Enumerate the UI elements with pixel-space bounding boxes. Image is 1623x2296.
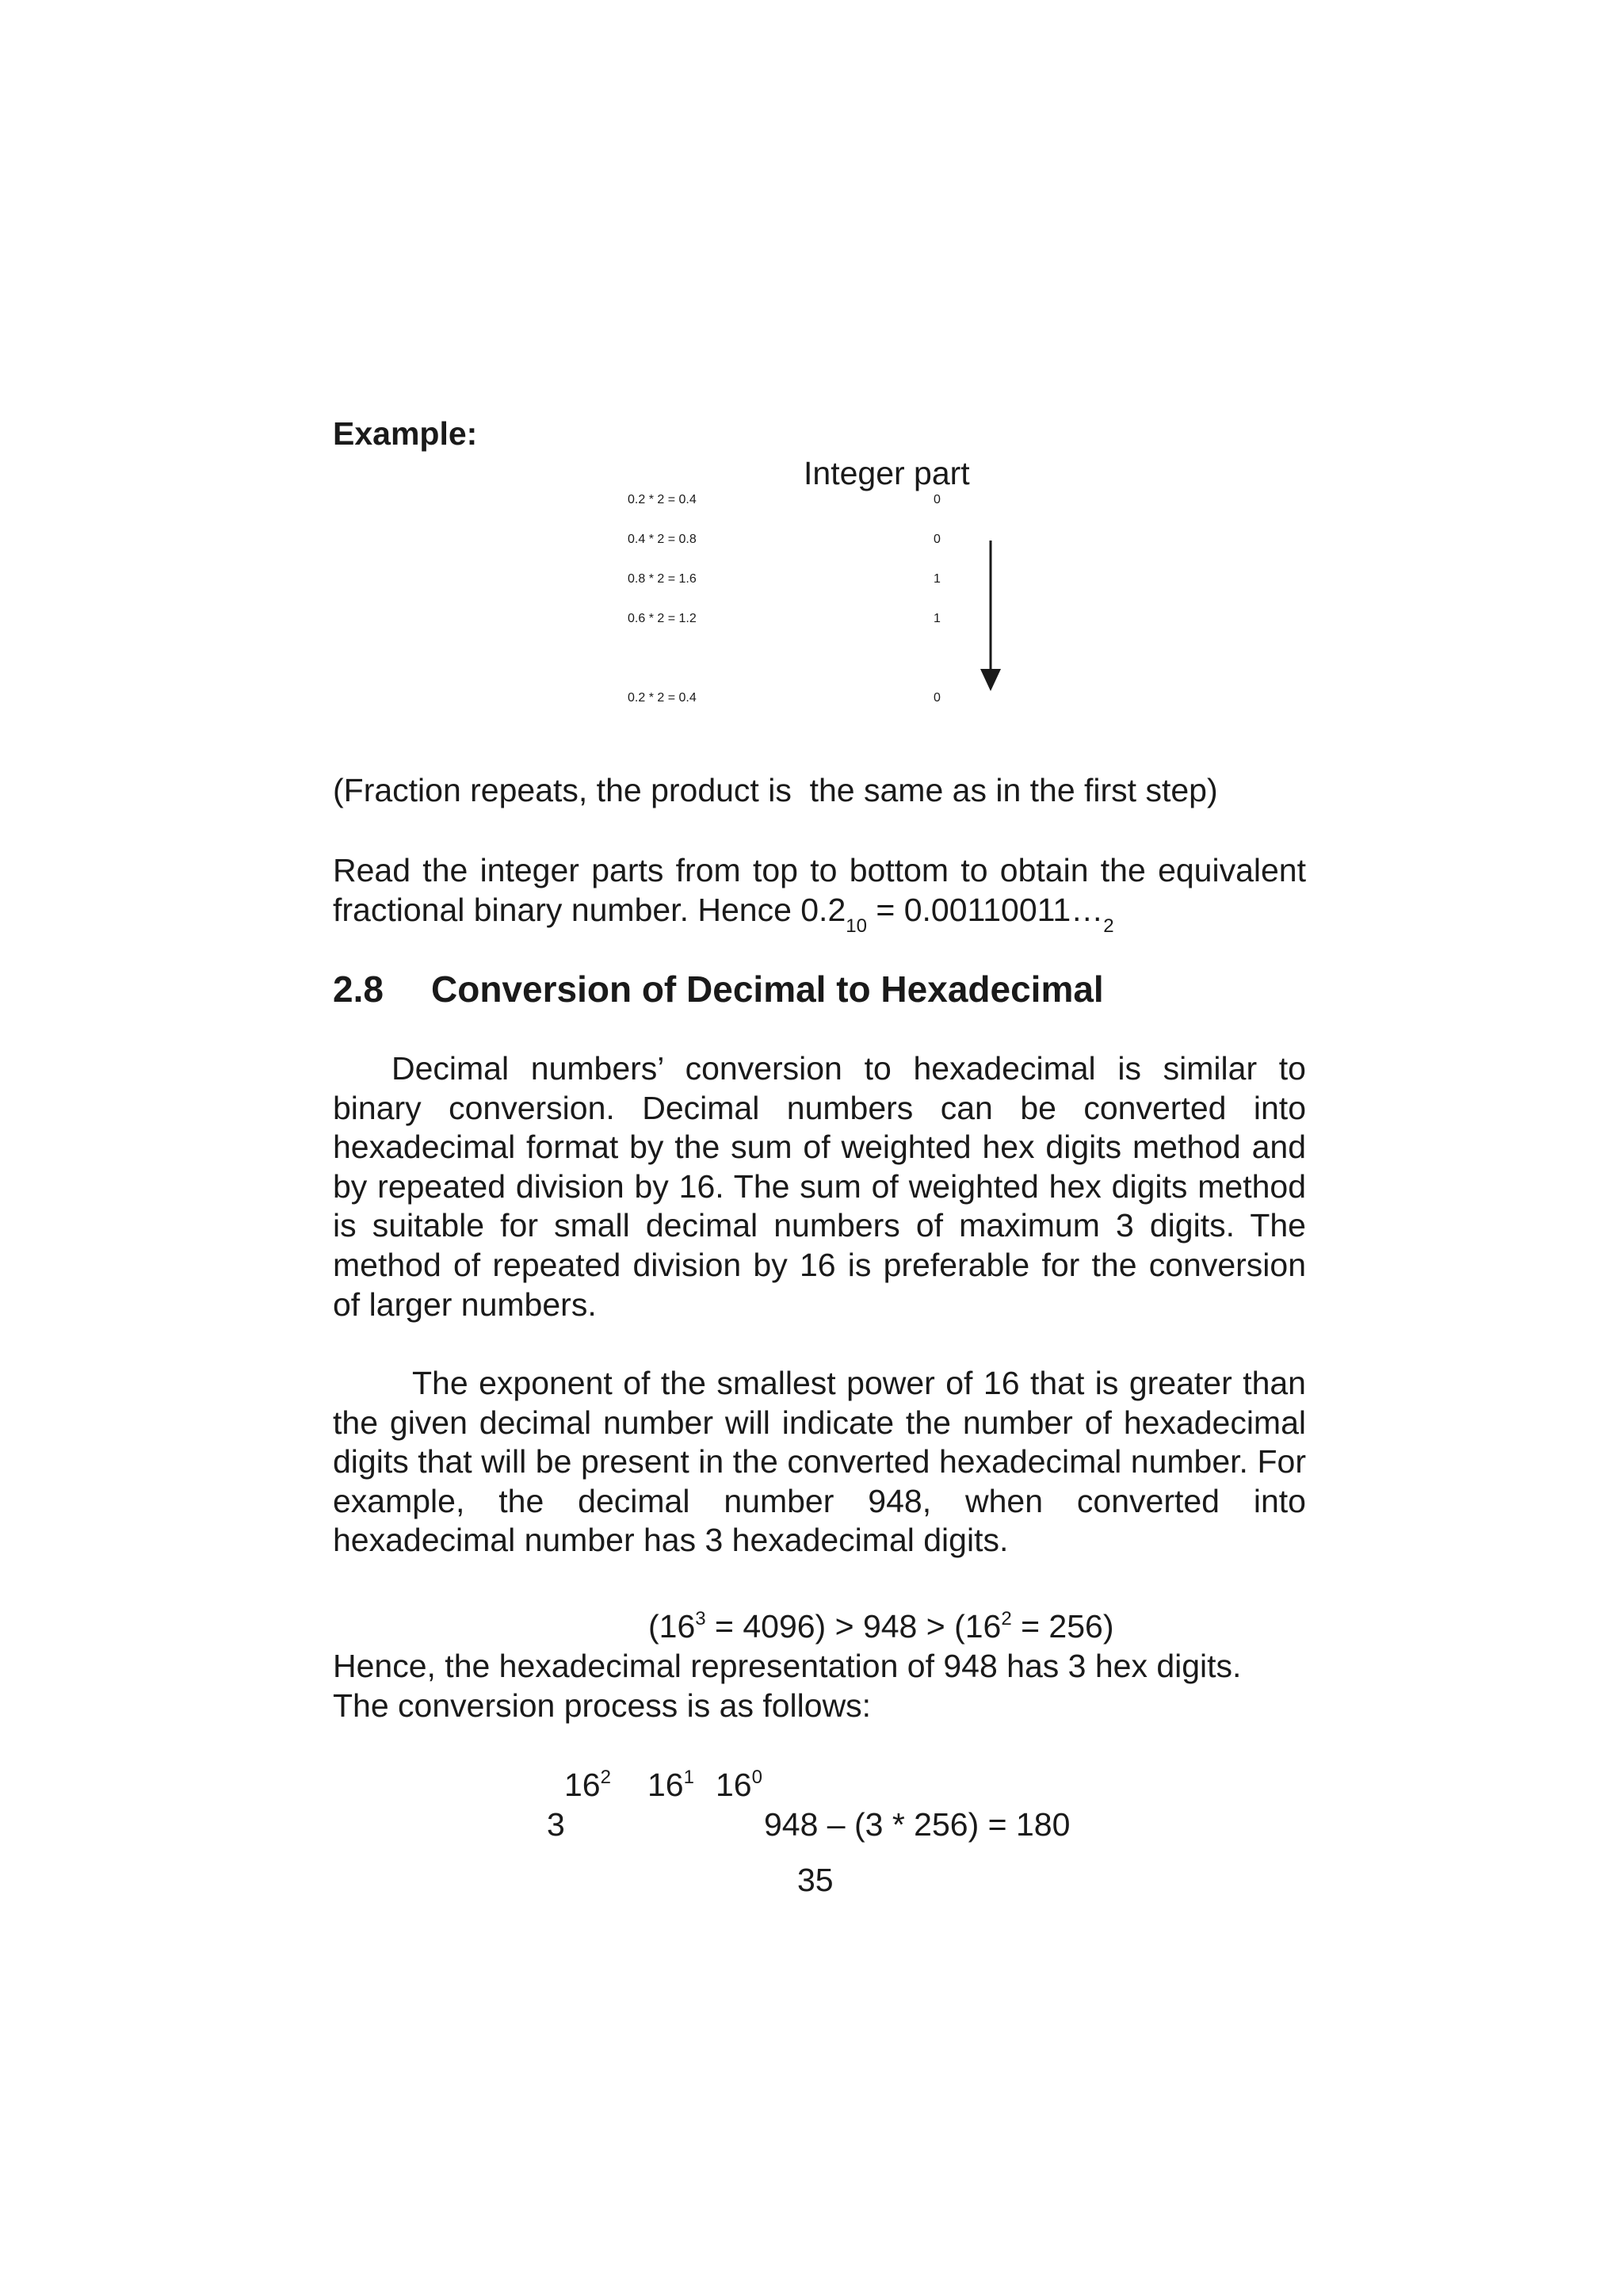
hence-line: Hence, the hexadecimal representation of 948 has 3 hex digits. [333,1648,1242,1684]
exponent: 3 [695,1608,706,1629]
inequality-part: = 256) [1011,1608,1114,1645]
subscript-base-10: 10 [846,915,867,937]
row-integer-part: 0 [934,691,941,705]
table-row [628,493,976,533]
power-base: 16 [716,1767,752,1803]
exponent: 0 [751,1767,762,1788]
inequality [648,1606,1114,1646]
repeat-note: (Fraction repeats, the product is the same as in the first step) [333,772,1218,808]
read-paragraph [333,851,1306,937]
process-line: The conversion process is as follows: [333,1687,872,1724]
arrow-down-icon [976,539,1008,694]
row-expression: 0.4 * 2 = 0.8 [628,533,697,546]
binary-result: = 0.00110011… [866,891,1104,928]
power-16-1 [647,1765,694,1805]
paragraph-hex-intro: Decimal numbers’ conversion to hexadecimal is similar to binary conversion. Decimal numbers can be converted into hexadecimal format by the sum of weighted hex digits method and by repeated division by 16. The sum of weighted hex digits method is suitable for small decimal numbers of maximum 3 digits. The method of repeated division by 16 is preferable for the conversion of larger numbers. [333,1050,1306,1323]
conversion-calc: 948 – (3 * 256) = 180 [764,1806,1071,1843]
power-16-0 [716,1765,762,1805]
row-expression: 0.2 * 2 = 0.4 [628,691,697,705]
row-integer-part: 1 [934,572,941,586]
table-row [628,691,976,731]
row-integer-part: 1 [934,612,941,625]
table-row [628,612,976,651]
table-row [628,533,976,572]
read-paragraph-text: Read the integer parts from top to bottom to obtain the equivalent fractional binary number. Hence 0.2 [333,852,1306,928]
row-expression: 0.6 * 2 = 1.2 [628,612,697,625]
inequality-part: = 4096) > 948 > (16 [705,1608,1002,1645]
section-title: Conversion of Decimal to Hexadecimal [431,968,1104,1010]
row-integer-part: 0 [934,493,941,506]
power-16-2 [564,1765,611,1805]
row-expression: 0.2 * 2 = 0.4 [628,493,697,506]
subscript-base-2: 2 [1103,915,1114,937]
paragraph-exponent: The exponent of the smallest power of 16 that is greater than the given decimal number will indicate the number of hexadecimal digits that will be present in the converted hexadecimal number. For example, the decimal number 948, when converted into hexadecimal number has 3 hexadecimal digits. [333,1365,1306,1559]
inequality-part: (16 [648,1608,696,1645]
exponent: 2 [600,1767,611,1788]
exponent: 2 [1001,1608,1012,1629]
row-integer-part: 0 [934,533,941,546]
table-header: Integer part [804,455,970,491]
row-expression: 0.8 * 2 = 1.6 [628,572,697,586]
section-heading [333,967,1104,1011]
power-base: 16 [564,1767,601,1803]
example-label: Example: [333,415,478,452]
power-base: 16 [647,1767,684,1803]
page-number: 35 [797,1862,834,1898]
section-number: 2.8 [333,968,384,1010]
exponent: 1 [683,1767,694,1788]
table-row [628,572,976,612]
hex-digit: 3 [547,1806,565,1843]
